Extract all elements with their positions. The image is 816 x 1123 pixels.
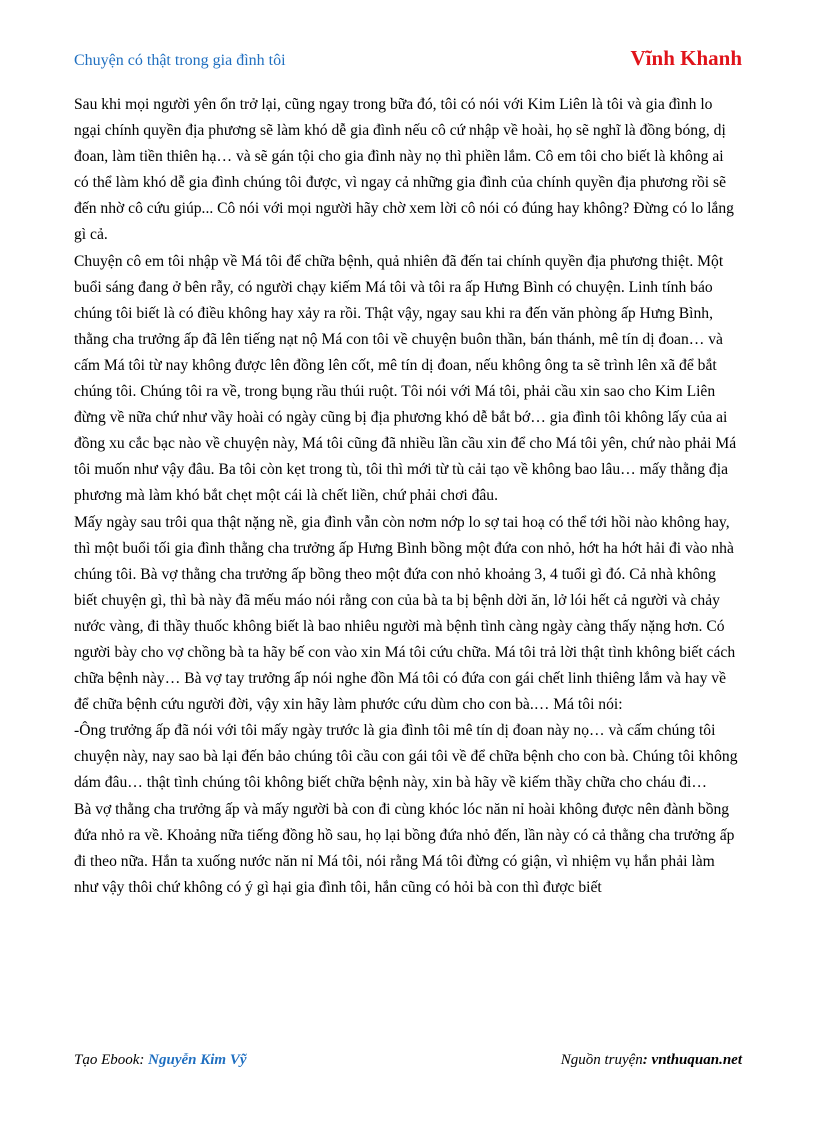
body-text <box>74 92 742 1043</box>
ebook-credit: Tạo Ebook: Nguyễn Kim Vỹ <box>74 1052 247 1068</box>
author-name: Vĩnh Khanh <box>630 46 742 70</box>
paragraph: -Ông trưởng ấp đã nói với tôi mấy ngày trước là gia đình tôi mê tín dị đoan này nọ… và cấm chúng tôi chuyện này, nay sao bà lại đến bảo chúng tôi cầu con gái tôi về để chữa bệnh cho con bà. Chúng tôi không dám đâu… thật tình chúng tôi không biết chữa bệnh này, xin bà hãy về kiếm thầy chữa cho cháu đi… <box>74 722 738 792</box>
source-credit: Nguồn truyện: vnthuquan.net <box>560 1052 742 1068</box>
paragraph: Mấy ngày sau trôi qua thật nặng nề, gia đình vẫn còn nơm nớp lo sợ tai hoạ có thể tới hồi nào không hay, thì một buổi tối gia đình thằng cha trưởng ấp Hưng Bình bồng một đứa con nhỏ, hớt ha hớt hải đi vào nhà chúng tôi. Bà vợ thằng cha trưởng ấp bồng theo một đứa con nhỏ khoảng 3, 4 tuổi gì đó. Cả nhà không biết chuyện gì, thì bà này đã mếu máo nói rằng con của bà ta bị bệnh dời ăn, lở lói hết cả người và chảy nước vàng, đi thầy thuốc không biết là bao nhiêu người mà bệnh tình càng ngày càng thấy nặng hơn. Có người bày cho vợ chồng bà ta hãy bế con vào xin Má tôi cứu chữa. Má tôi trả lời thật tình không biết cách chữa bệnh này… Bà vợ tay trưởng ấp nói nghe đồn Má tôi có đứa con gái chết linh thiêng lắm và hay về để chữa bệnh cứu người đời, vậy xin hãy làm phước cứu dùm cho con bà.… Má tôi nói: <box>74 513 736 714</box>
ebook-label: Tạo Ebook <box>74 1052 140 1068</box>
source-site: vnthuquan.net <box>651 1052 742 1068</box>
paragraph: Sau khi mọi người yên ổn trở lại, cũng ngay trong bữa đó, tôi có nói với Kim Liên là tôi và gia đình lo ngại chính quyền địa phương sẽ làm khó dễ gia đình nếu cô cứ nhập về hoài, họ sẽ nghĩ là đồng bóng, dị đoan, làm tiền thiên hạ… và sẽ gán tội cho gia đình này nọ thì phiền lắm. Cô em tôi cho biết là không ai có thể làm khó dễ gia đình chúng tôi được, vì ngay cả những gia đình của chính quyền địa phương rồi sẽ đến nhờ cô cứu giúp... Cô nói với mọi người hãy chờ xem lời cô nói có đúng hay không? Đừng có lo lắng gì cả. <box>74 96 734 244</box>
ebook-creator: Nguyễn Kim Vỹ <box>148 1052 247 1068</box>
book-title: Chuyện có thật trong gia đình tôi <box>74 52 286 69</box>
paragraph: Bà vợ thằng cha trưởng ấp và mấy người bà con đi cùng khóc lóc năn nỉ hoài không được nên đành bồng đứa nhỏ ra về. Khoảng nữa tiếng đồng hồ sau, họ lại bồng đứa nhỏ đến, lần này có cả thằng cha trưởng ấp đi theo nữa. Hắn ta xuống nước năn nỉ Má tôi, nói rằng Má tôi đừng có giận, vì nhiệm vụ hắn phải làm như vậy thôi chứ không có ý gì hại gia đình tôi, hắn cũng có hỏi bà con thì được biết <box>74 800 735 896</box>
source-label: Nguồn truyện <box>560 1052 643 1068</box>
paragraph: Chuyện cô em tôi nhập về Má tôi để chữa bệnh, quả nhiên đã đến tai chính quyền địa phương thiệt. Một buổi sáng đang ở bên rẫy, có người chạy kiếm Má tôi và tôi ra ấp Hưng Bình có chuyện. Linh tính báo chúng tôi biết là có điều không hay xảy ra rồi. Thật vậy, ngay sau khi ra đến văn phòng ấp Hưng Bình, thằng cha trưởng ấp đã lên tiếng nạt nộ Má con tôi về chuyện buôn thần, bán thánh, mê tín dị đoan… và cấm Má tôi từ nay không được lên đồng lên cốt, mê tín dị đoan, nếu không ông ta sẽ trình lên xã để bắt chúng tôi. Chúng tôi ra về, trong bụng rầu thúi ruột. Tôi nói với Má tôi, phải cầu xin sao cho Kim Liên đừng về nữa chứ như vầy hoài có ngày cũng bị địa phương khó dễ bắt bớ… gia đình tôi không lấy của ai đồng xu cắc bạc nào về chuyện này, Má tôi cũng đã nhiều lần cầu xin để cho Má tôi yên, chứ nào phải Má tôi muốn như vậy đâu. Ba tôi còn kẹt trong tù, tôi thì mới từ tù cải tạo về không bao lâu… mấy thằng địa phương mà làm khó bắt chẹt một cái là chết liền, chứ phải chơi đâu. <box>74 252 737 505</box>
page-footer <box>74 1052 742 1076</box>
page-header <box>74 46 742 76</box>
